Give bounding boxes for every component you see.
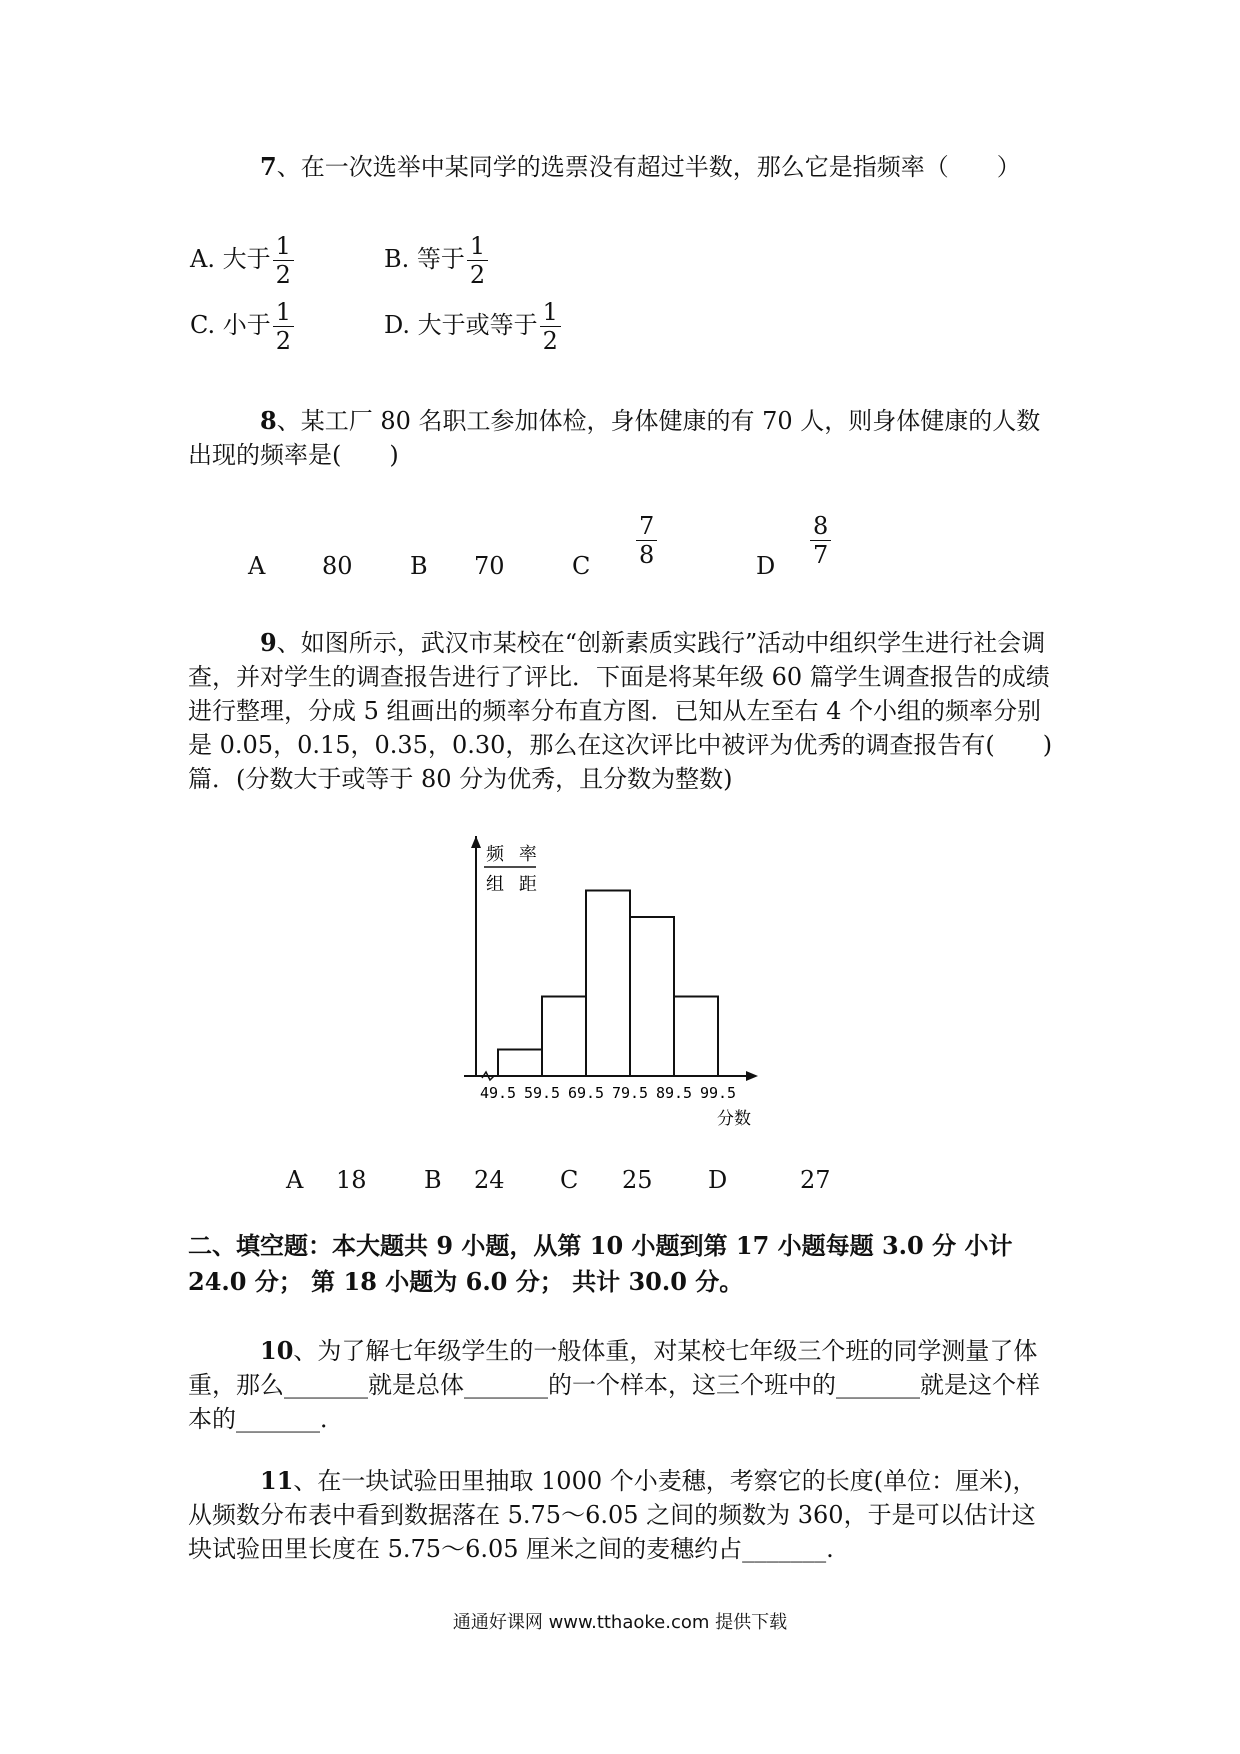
question-number: 10 — [260, 1336, 294, 1365]
histogram-bar — [586, 891, 630, 1077]
q7-option-d: D. 大于或等于 $\frac{1}{2}$ — [384, 298, 561, 355]
question-text: 、在一次选举中某同学的选票没有超过半数，那么它是指频率（ ） — [276, 153, 1021, 181]
x-tick-label: 99.5 — [699, 1084, 737, 1102]
x-tick-label: 79.5 — [611, 1084, 649, 1102]
q8-option-a-letter: A — [248, 552, 266, 580]
histogram-bar — [542, 997, 586, 1077]
q9-option-b-letter: B — [424, 1166, 442, 1194]
histogram-bar — [674, 997, 718, 1077]
q9-option-d-letter: D — [708, 1166, 728, 1194]
question-text: 、为了解七年级学生的一般体重，对某校七年级三个班的同学测量了体重，那么_______就是总体_______的一个样本，这三个班中的_______就是这个样本的_______． — [188, 1337, 1040, 1433]
question-number: 11 — [260, 1466, 294, 1495]
question-number: 7 — [260, 152, 277, 181]
question-text: 、如图所示，武汉市某校在“创新素质实践行”活动中组织学生进行社会调查，并对学生的调查报告进行了评比．下面是将某年级 60 篇学生调查报告的成绩进行整理，分成 5 组画出的频率分布直方图．已知从左至右 4 个小组的频率分别是 0.05，0.15，0.35，0.30，那么在这次评比中被评为优秀的调查报告有( )篇．(分数大于或等于 80 分为优秀，且分数为整数) — [188, 629, 1053, 793]
question-number: 9 — [260, 628, 277, 657]
x-tick-label: 69.5 — [567, 1084, 605, 1102]
q9-option-c-letter: C — [560, 1166, 579, 1194]
q9-option-a-letter: A — [286, 1166, 304, 1194]
q9-option-d-value: 27 — [800, 1166, 831, 1194]
x-tick-label: 59.5 — [523, 1084, 561, 1102]
ylabel-top: 频 率 — [486, 844, 539, 865]
x-tick-label: 49.5 — [479, 1084, 517, 1102]
q9-option-c-value: 25 — [622, 1166, 653, 1194]
q9-option-a-value: 18 — [336, 1166, 367, 1194]
xlabel: 分数 — [717, 1109, 751, 1129]
q8-option-a-value: 80 — [322, 552, 353, 580]
frequency-histogram — [0, 826, 1240, 1166]
q7-option-b: B. 等于 $\frac{1}{2}$ — [384, 232, 488, 289]
x-axis-arrow — [746, 1071, 758, 1081]
q7-option-a: A. 大于 $\frac{1}{2}$ — [190, 232, 294, 289]
page-footer: 通通好课网 www.tthaoke.com 提供下载 — [452, 1612, 788, 1633]
q8-option-c-fraction: $\frac{7}{8}$ — [634, 512, 657, 569]
q9-option-b-value: 24 — [474, 1166, 505, 1194]
q8-option-c-letter: C — [572, 552, 591, 580]
y-axis-arrow — [471, 836, 481, 848]
question-10 — [188, 1334, 1058, 1436]
question-text: 、在一块试验田里抽取 1000 个小麦穗，考察它的长度(单位：厘米)，从频数分布表中看到数据落在 5.75～6.05 之间的频数为 360，于是可以估计这块试验田里长度在 5.75～6.05 厘米之间的麦穗约占_______. — [188, 1467, 1037, 1563]
histogram-bar — [630, 917, 674, 1076]
fraction: $\frac{1}{2}$ — [273, 298, 294, 355]
ylabel-bottom: 组 距 — [486, 874, 539, 895]
question-11 — [188, 1464, 1058, 1566]
question-9 — [188, 626, 1058, 796]
question-7 — [188, 150, 1058, 184]
fraction: $\frac{1}{2}$ — [273, 232, 294, 289]
fraction: $\frac{1}{2}$ — [540, 298, 561, 355]
q8-option-d-fraction: $\frac{8}{7}$ — [808, 512, 831, 569]
question-text: 、某工厂 80 名职工参加体检，身体健康的有 70 人，则身体健康的人数出现的频率是( ) — [188, 407, 1041, 469]
question-8 — [188, 404, 1058, 472]
section-2-heading: 二、填空题：本大题共 9 小题，从第 10 小题到第 17 小题每题 3.0 分 小计 24.0 分； 第 18 小题为 6.0 分； 共计 30.0 分。 — [188, 1231, 1013, 1296]
q8-option-d-letter: D — [756, 552, 776, 580]
question-number: 8 — [260, 406, 277, 435]
q7-option-c: C. 小于 $\frac{1}{2}$ — [190, 298, 294, 355]
q8-option-b-value: 70 — [474, 552, 505, 580]
histogram-bar — [498, 1050, 542, 1077]
x-tick-label: 89.5 — [655, 1084, 693, 1102]
q8-option-b-letter: B — [410, 552, 428, 580]
fraction: $\frac{1}{2}$ — [467, 232, 488, 289]
